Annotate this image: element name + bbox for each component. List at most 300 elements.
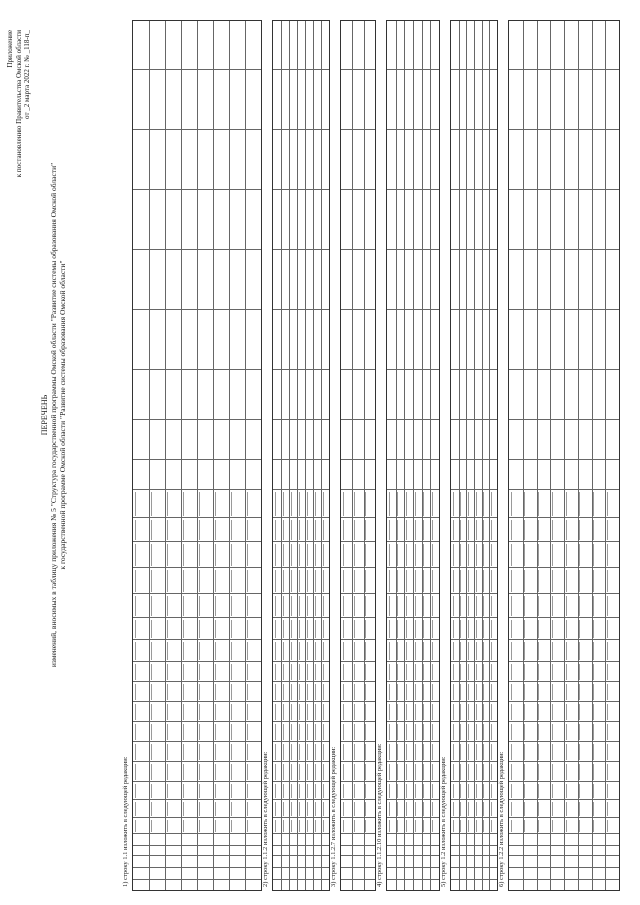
cell-text-mark	[199, 664, 200, 680]
table-column-divider	[341, 419, 375, 420]
cell-text-mark	[183, 744, 184, 760]
cell-text-mark	[552, 784, 553, 798]
cell-text-mark	[511, 724, 512, 740]
cell-text-mark	[406, 684, 407, 700]
cell-text-mark	[483, 492, 484, 516]
table-column-divider	[133, 799, 261, 800]
cell-text-mark	[151, 802, 152, 816]
cell-text-mark	[291, 642, 292, 660]
table-column-divider	[341, 799, 375, 800]
cell-text-mark	[291, 764, 292, 780]
cell-text-mark	[343, 596, 344, 616]
cell-text-mark	[199, 820, 200, 832]
cell-text-mark	[476, 544, 477, 566]
cell-text-mark	[524, 684, 525, 700]
cell-text-mark	[389, 664, 390, 680]
cell-text-mark	[231, 492, 232, 516]
cell-text-mark	[151, 596, 152, 616]
cell-text-mark	[406, 820, 407, 832]
table-column-divider	[387, 761, 439, 762]
cell-text-mark	[476, 596, 477, 616]
cell-text-mark	[579, 620, 580, 638]
cell-text-mark	[483, 704, 484, 720]
cell-text-mark	[299, 642, 300, 660]
table-column-divider	[273, 741, 329, 742]
cell-text-mark	[215, 724, 216, 740]
cell-text-mark	[365, 784, 366, 798]
cell-text-mark	[483, 744, 484, 760]
cell-text-mark	[415, 544, 416, 566]
cell-text-mark	[538, 684, 539, 700]
table-column-divider	[387, 129, 439, 130]
cell-text-mark	[307, 570, 308, 592]
cell-text-mark	[315, 520, 316, 540]
cell-text-mark	[524, 784, 525, 798]
cell-text-mark	[406, 492, 407, 516]
cell-text-mark	[389, 724, 390, 740]
cell-text-mark	[483, 764, 484, 780]
table-column-divider	[341, 701, 375, 702]
cell-text-mark	[247, 596, 248, 616]
cell-text-mark	[406, 704, 407, 720]
cell-text-mark	[323, 664, 324, 680]
table-column-divider	[341, 681, 375, 682]
cell-text-mark	[389, 520, 390, 540]
table-column-divider	[133, 781, 261, 782]
table-column-divider	[341, 517, 375, 518]
cell-text-mark	[275, 570, 276, 592]
cell-text-mark	[432, 784, 433, 798]
cell-text-mark	[343, 744, 344, 760]
cell-text-mark	[323, 596, 324, 616]
cell-text-mark	[343, 684, 344, 700]
cell-text-mark	[275, 724, 276, 740]
cell-text-mark	[511, 664, 512, 680]
cell-text-mark	[231, 684, 232, 700]
table-column-divider	[133, 489, 261, 490]
cell-text-mark	[538, 596, 539, 616]
title-program: к государственной программе Омской области "Развитие системы образования Омской области"	[58, 260, 67, 570]
cell-text-mark	[183, 492, 184, 516]
cell-text-mark	[491, 802, 492, 816]
cell-text-mark	[183, 570, 184, 592]
cell-text-mark	[552, 724, 553, 740]
cell-text-mark	[199, 596, 200, 616]
cell-text-mark	[283, 520, 284, 540]
cell-text-mark	[552, 684, 553, 700]
cell-text-mark	[415, 802, 416, 816]
cell-text-mark	[283, 764, 284, 780]
cell-text-mark	[566, 784, 567, 798]
table-column-divider	[387, 593, 439, 594]
cell-text-mark	[135, 784, 136, 798]
cell-text-mark	[607, 802, 608, 816]
cell-text-mark	[183, 784, 184, 798]
table-column-divider	[387, 69, 439, 70]
cell-text-mark	[524, 724, 525, 740]
table-column-divider	[451, 419, 497, 420]
cell-text-mark	[476, 684, 477, 700]
cell-text-mark	[215, 520, 216, 540]
cell-text-mark	[491, 744, 492, 760]
table-column-divider	[341, 129, 375, 130]
cell-text-mark	[343, 620, 344, 638]
cell-text-mark	[511, 570, 512, 592]
cell-text-mark	[593, 642, 594, 660]
cell-text-mark	[432, 820, 433, 832]
table-column-divider	[273, 309, 329, 310]
table-column-divider	[387, 833, 439, 834]
cell-text-mark	[468, 664, 469, 680]
cell-text-mark	[552, 802, 553, 816]
cell-text-mark	[315, 820, 316, 832]
table-column-divider	[387, 541, 439, 542]
cell-text-mark	[247, 620, 248, 638]
cell-text-mark	[524, 520, 525, 540]
cell-text-mark	[307, 744, 308, 760]
cell-text-mark	[415, 744, 416, 760]
cell-text-mark	[552, 764, 553, 780]
cell-text-mark	[511, 820, 512, 832]
cell-text-mark	[524, 820, 525, 832]
cell-text-mark	[247, 492, 248, 516]
cell-text-mark	[299, 544, 300, 566]
cell-text-mark	[247, 684, 248, 700]
cell-text-mark	[566, 620, 567, 638]
cell-text-mark	[354, 704, 355, 720]
cell-text-mark	[315, 570, 316, 592]
cell-text-mark	[231, 520, 232, 540]
cell-text-mark	[167, 520, 168, 540]
cell-text-mark	[460, 596, 461, 616]
cell-text-mark	[323, 544, 324, 566]
cell-text-mark	[432, 492, 433, 516]
cell-text-mark	[247, 520, 248, 540]
cell-text-mark	[307, 642, 308, 660]
cell-text-mark	[299, 704, 300, 720]
cell-text-mark	[135, 664, 136, 680]
table-column-divider	[273, 681, 329, 682]
cell-text-mark	[538, 520, 539, 540]
cell-text-mark	[167, 704, 168, 720]
table-column-divider	[509, 129, 619, 130]
cell-text-mark	[167, 820, 168, 832]
cell-text-mark	[524, 664, 525, 680]
cell-text-mark	[343, 664, 344, 680]
cell-text-mark	[593, 492, 594, 516]
table-column-divider	[451, 459, 497, 460]
cell-text-mark	[453, 784, 454, 798]
cell-text-mark	[406, 544, 407, 566]
cell-text-mark	[199, 704, 200, 720]
cell-text-mark	[423, 520, 424, 540]
cell-text-mark	[135, 724, 136, 740]
table-column-divider	[509, 879, 619, 880]
cell-text-mark	[476, 802, 477, 816]
table-column-divider	[133, 817, 261, 818]
cell-text-mark	[354, 664, 355, 680]
table-column-divider	[509, 639, 619, 640]
cell-text-mark	[552, 596, 553, 616]
cell-text-mark	[215, 642, 216, 660]
cell-text-mark	[151, 570, 152, 592]
amendment-table-4	[386, 20, 440, 891]
cell-text-mark	[593, 684, 594, 700]
cell-text-mark	[389, 620, 390, 638]
cell-text-mark	[135, 642, 136, 660]
table-column-divider	[341, 369, 375, 370]
cell-text-mark	[397, 764, 398, 780]
cell-text-mark	[468, 492, 469, 516]
table-column-divider	[133, 721, 261, 722]
cell-text-mark	[406, 802, 407, 816]
cell-text-mark	[323, 764, 324, 780]
cell-text-mark	[453, 820, 454, 832]
cell-text-mark	[315, 620, 316, 638]
cell-text-mark	[468, 802, 469, 816]
table-column-divider	[451, 369, 497, 370]
cell-text-mark	[343, 784, 344, 798]
cell-text-mark	[247, 724, 248, 740]
cell-text-mark	[423, 784, 424, 798]
table-column-divider	[133, 593, 261, 594]
cell-text-mark	[354, 820, 355, 832]
cell-text-mark	[460, 820, 461, 832]
cell-text-mark	[538, 664, 539, 680]
table-column-divider	[133, 661, 261, 662]
cell-text-mark	[315, 764, 316, 780]
cell-text-mark	[468, 820, 469, 832]
cell-text-mark	[167, 724, 168, 740]
cell-text-mark	[365, 724, 366, 740]
cell-text-mark	[607, 544, 608, 566]
cell-text-mark	[247, 784, 248, 798]
cell-text-mark	[406, 596, 407, 616]
cell-text-mark	[389, 544, 390, 566]
cell-text-mark	[215, 764, 216, 780]
cell-text-mark	[593, 596, 594, 616]
cell-text-mark	[291, 744, 292, 760]
table-column-divider	[387, 419, 439, 420]
cell-text-mark	[307, 492, 308, 516]
cell-text-mark	[607, 570, 608, 592]
cell-text-mark	[432, 764, 433, 780]
cell-text-mark	[199, 802, 200, 816]
cell-text-mark	[593, 570, 594, 592]
cell-text-mark	[231, 802, 232, 816]
cell-text-mark	[323, 820, 324, 832]
cell-text-mark	[283, 642, 284, 660]
cell-text-mark	[423, 820, 424, 832]
table-column-divider	[273, 459, 329, 460]
cell-text-mark	[283, 724, 284, 740]
cell-text-mark	[231, 596, 232, 616]
table-column-divider	[341, 309, 375, 310]
table-column-divider	[387, 845, 439, 846]
cell-text-mark	[167, 684, 168, 700]
table-column-divider	[509, 781, 619, 782]
cell-text-mark	[453, 724, 454, 740]
cell-text-mark	[460, 724, 461, 740]
cell-text-mark	[552, 544, 553, 566]
cell-text-mark	[215, 684, 216, 700]
cell-text-mark	[607, 744, 608, 760]
cell-text-mark	[453, 642, 454, 660]
cell-text-mark	[453, 664, 454, 680]
cell-text-mark	[406, 620, 407, 638]
table-column-divider	[451, 681, 497, 682]
table-column-divider	[341, 69, 375, 70]
cell-text-mark	[483, 784, 484, 798]
cell-text-mark	[566, 802, 567, 816]
table-column-divider	[509, 761, 619, 762]
cell-text-mark	[432, 684, 433, 700]
cell-text-mark	[315, 642, 316, 660]
cell-text-mark	[167, 620, 168, 638]
cell-text-mark	[476, 764, 477, 780]
cell-text-mark	[199, 724, 200, 740]
cell-text-mark	[511, 544, 512, 566]
cell-text-mark	[538, 744, 539, 760]
table-column-divider	[273, 833, 329, 834]
table-column-divider	[509, 517, 619, 518]
cell-text-mark	[247, 764, 248, 780]
cell-text-mark	[468, 642, 469, 660]
table-column-divider	[273, 845, 329, 846]
cell-text-mark	[199, 744, 200, 760]
cell-text-mark	[593, 704, 594, 720]
table-column-divider	[273, 593, 329, 594]
cell-text-mark	[291, 784, 292, 798]
cell-text-mark	[453, 802, 454, 816]
cell-text-mark	[365, 520, 366, 540]
amendment-table-3	[340, 20, 376, 891]
table-column-divider	[451, 817, 497, 818]
table-column-divider	[341, 567, 375, 568]
cell-text-mark	[183, 684, 184, 700]
cell-text-mark	[283, 684, 284, 700]
cell-text-mark	[607, 820, 608, 832]
cell-text-mark	[183, 520, 184, 540]
table-column-divider	[273, 517, 329, 518]
cell-text-mark	[423, 544, 424, 566]
cell-text-mark	[593, 784, 594, 798]
cell-text-mark	[460, 642, 461, 660]
cell-text-mark	[315, 704, 316, 720]
table-column-divider	[509, 489, 619, 490]
cell-text-mark	[389, 642, 390, 660]
cell-text-mark	[566, 704, 567, 720]
table-column-divider	[387, 855, 439, 856]
cell-text-mark	[343, 802, 344, 816]
cell-text-mark	[199, 520, 200, 540]
cell-text-mark	[468, 620, 469, 638]
cell-text-mark	[151, 620, 152, 638]
cell-text-mark	[538, 784, 539, 798]
cell-text-mark	[323, 684, 324, 700]
cell-text-mark	[453, 620, 454, 638]
cell-text-mark	[231, 620, 232, 638]
table-column-divider	[133, 639, 261, 640]
cell-text-mark	[460, 492, 461, 516]
cell-text-mark	[307, 802, 308, 816]
cell-text-mark	[397, 802, 398, 816]
cell-text-mark	[432, 642, 433, 660]
amendment-table-6	[508, 20, 620, 891]
cell-text-mark	[524, 802, 525, 816]
cell-text-mark	[199, 784, 200, 798]
cell-text-mark	[593, 820, 594, 832]
cell-text-mark	[552, 570, 553, 592]
table-column-divider	[509, 541, 619, 542]
table-column-divider	[273, 489, 329, 490]
cell-text-mark	[483, 802, 484, 816]
cell-text-mark	[511, 596, 512, 616]
cell-text-mark	[432, 620, 433, 638]
cell-text-mark	[247, 744, 248, 760]
cell-text-mark	[423, 570, 424, 592]
cell-text-mark	[343, 570, 344, 592]
cell-text-mark	[291, 596, 292, 616]
cell-text-mark	[389, 684, 390, 700]
cell-text-mark	[566, 570, 567, 592]
cell-text-mark	[397, 544, 398, 566]
table-column-divider	[509, 681, 619, 682]
table-column-divider	[509, 817, 619, 818]
cell-text-mark	[468, 764, 469, 780]
table-column-divider	[273, 249, 329, 250]
cell-text-mark	[135, 684, 136, 700]
cell-text-mark	[483, 724, 484, 740]
cell-text-mark	[283, 570, 284, 592]
cell-text-mark	[247, 544, 248, 566]
cell-text-mark	[247, 820, 248, 832]
cell-text-mark	[299, 596, 300, 616]
amendment-table-2	[272, 20, 330, 891]
cell-text-mark	[299, 724, 300, 740]
cell-text-mark	[460, 520, 461, 540]
cell-text-mark	[453, 704, 454, 720]
table-column-divider	[509, 741, 619, 742]
cell-text-mark	[476, 520, 477, 540]
table-column-divider	[133, 617, 261, 618]
cell-text-mark	[460, 802, 461, 816]
table-column-divider	[509, 459, 619, 460]
cell-text-mark	[593, 544, 594, 566]
cell-text-mark	[354, 744, 355, 760]
cell-text-mark	[389, 764, 390, 780]
cell-text-mark	[275, 744, 276, 760]
cell-text-mark	[354, 642, 355, 660]
cell-text-mark	[151, 724, 152, 740]
appendix-header	[6, 30, 32, 177]
cell-text-mark	[423, 744, 424, 760]
cell-text-mark	[323, 704, 324, 720]
cell-text-mark	[323, 520, 324, 540]
cell-text-mark	[406, 642, 407, 660]
cell-text-mark	[365, 744, 366, 760]
cell-text-mark	[183, 544, 184, 566]
cell-text-mark	[397, 664, 398, 680]
table-column-divider	[133, 761, 261, 762]
cell-text-mark	[354, 492, 355, 516]
table-column-divider	[341, 249, 375, 250]
table-column-divider	[509, 567, 619, 568]
cell-text-mark	[283, 704, 284, 720]
cell-text-mark	[354, 544, 355, 566]
cell-text-mark	[275, 802, 276, 816]
table-column-divider	[509, 845, 619, 846]
